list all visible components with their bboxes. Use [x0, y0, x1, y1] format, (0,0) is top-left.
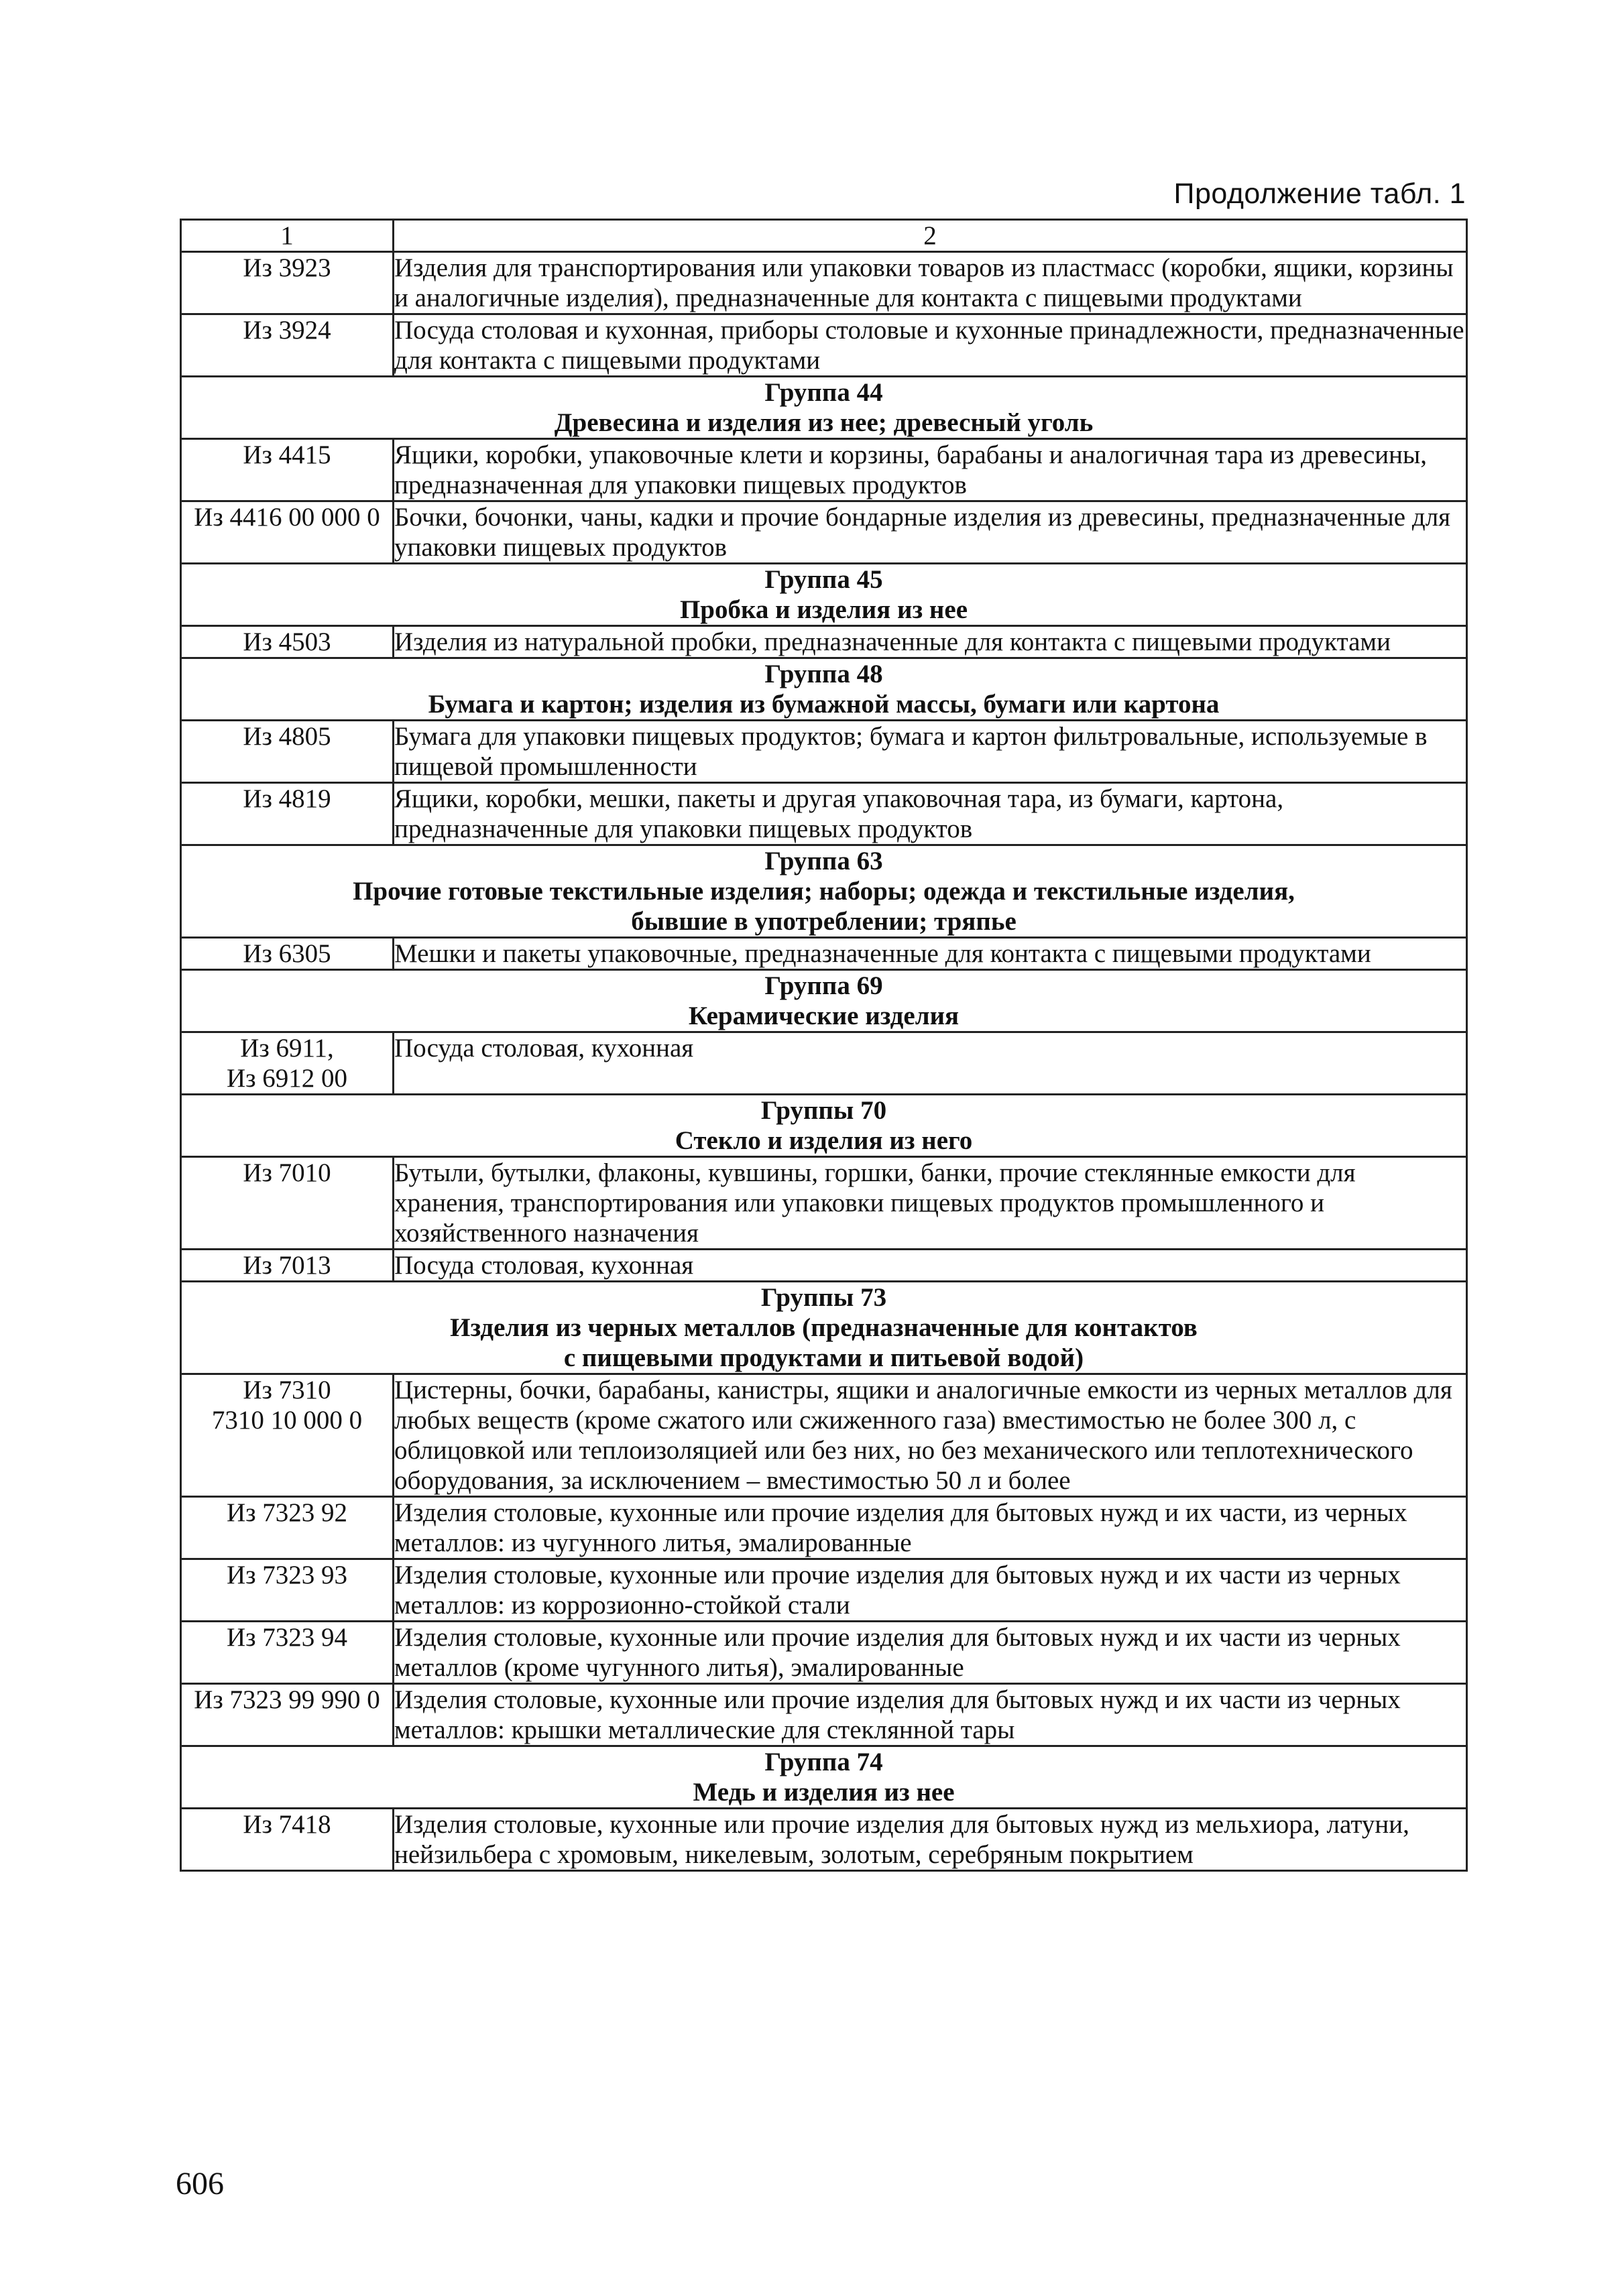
product-description-cell: Посуда столовая, кухонная [394, 1250, 1467, 1282]
table-row [181, 439, 1467, 501]
table-row [181, 721, 1467, 783]
table-row [181, 252, 1467, 314]
product-description-cell: Посуда столовая и кухонная, приборы столовые и кухонные принадлежности, предназначенные для контакта с пищевыми продуктами [394, 314, 1467, 377]
table-row [181, 1497, 1467, 1559]
group-header [181, 1282, 1467, 1374]
group-header [181, 1095, 1467, 1157]
product-code-cell: Из 4819 [181, 783, 394, 845]
group-header [181, 970, 1467, 1032]
product-code-cell: Из 7010 [181, 1157, 394, 1250]
product-code-cell: Из 6911, Из 6912 00 [181, 1032, 394, 1095]
group-number: Группа 48 [764, 660, 883, 688]
group-title: Бумага и картон; изделия из бумажной массы, бумаги или картона [428, 690, 1220, 719]
product-description-cell: Бутыли, бутылки, флаконы, кувшины, горшки, банки, прочие стеклянные емкости для хранения, транспортирования или упаковки пищевых продуктов промышленного и хозяйственного назначения [394, 1157, 1467, 1250]
group-header [181, 845, 1467, 938]
product-code-cell: Из 3924 [181, 314, 394, 377]
group-title: Керамические изделия [688, 1002, 960, 1030]
group-header [181, 564, 1467, 626]
product-description-cell: Изделия для транспортирования или упаковки товаров из пластмасс (коробки, ящики, корзины и аналогичные изделия), предназначенные для контакта с пищевыми продуктами [394, 252, 1467, 314]
group-title: Пробка и изделия из нее [679, 595, 968, 624]
product-code-cell: Из 7418 [181, 1809, 394, 1871]
product-code-cell: Из 7323 99 990 0 [181, 1684, 394, 1746]
product-description-cell: Изделия столовые, кухонные или прочие изделия для бытовых нужд и их части, из черных металлов: из чугунного литья, эмалированные [394, 1497, 1467, 1559]
group-header-row [181, 1095, 1467, 1157]
product-description-cell: Бумага для упаковки пищевых продуктов; бумага и картон фильтровальные, используемые в пищевой промышленности [394, 721, 1467, 783]
product-description-cell: Изделия из натуральной пробки, предназначенные для контакта с пищевыми продуктами [394, 626, 1467, 658]
column-number-1: 1 [181, 220, 394, 252]
group-number: Группа 74 [764, 1748, 883, 1776]
table-row [181, 938, 1467, 970]
group-title: Прочие готовые текстильные изделия; наборы; одежда и текстильные изделия, бывшие в употреблении; тряпье [353, 877, 1295, 936]
group-header-row [181, 564, 1467, 626]
table-row [181, 1684, 1467, 1746]
page-number: 606 [176, 2166, 224, 2201]
group-number: Группа 63 [764, 847, 883, 875]
product-code-cell: Из 7013 [181, 1250, 394, 1282]
table-row [181, 1157, 1467, 1250]
group-header-row [181, 845, 1467, 938]
group-number: Группы 73 [760, 1283, 887, 1312]
group-header-row [181, 970, 1467, 1032]
group-header [181, 1746, 1467, 1809]
product-code-cell: Из 7323 94 [181, 1622, 394, 1684]
product-description-cell: Цистерны, бочки, барабаны, канистры, ящики и аналогичные емкости из черных металлов для любых веществ (кроме сжатого или сжиженного газа) вместимостью не более 300 л, с облицовкой или теплоизоляцией или без них, но без механического или теплотехнического оборудования, за исключением – вместимостью 50 л и более [394, 1374, 1467, 1497]
product-description-cell: Ящики, коробки, упаковочные клети и корзины, барабаны и аналогичная тара из древесины, предназначенная для упаковки пищевых продуктов [394, 439, 1467, 501]
product-codes-table [180, 219, 1468, 1872]
product-description-cell: Посуда столовая, кухонная [394, 1032, 1467, 1095]
product-description-cell: Изделия столовые, кухонные или прочие изделия для бытовых нужд и их части из черных металлов: из коррозионно-стойкой стали [394, 1559, 1467, 1622]
table-row [181, 1809, 1467, 1871]
table-row [181, 314, 1467, 377]
table-body [181, 220, 1467, 1871]
group-header-row [181, 377, 1467, 439]
group-title: Изделия из черных металлов (предназначенные для контактов с пищевыми продуктами и питьевой водой) [450, 1313, 1198, 1372]
table-row [181, 1250, 1467, 1282]
table-row [181, 1622, 1467, 1684]
group-header [181, 377, 1467, 439]
table-row [181, 626, 1467, 658]
group-number: Группы 70 [760, 1096, 887, 1125]
product-description-cell: Ящики, коробки, мешки, пакеты и другая упаковочная тара, из бумаги, картона, предназначенные для упаковки пищевых продуктов [394, 783, 1467, 845]
product-code-cell: Из 4415 [181, 439, 394, 501]
product-description-cell: Мешки и пакеты упаковочные, предназначенные для контакта с пищевыми продуктами [394, 938, 1467, 970]
group-title: Древесина и изделия из нее; древесный уголь [554, 408, 1094, 437]
group-title: Медь и изделия из нее [693, 1778, 955, 1807]
table-row [181, 501, 1467, 564]
product-code-cell: Из 7323 93 [181, 1559, 394, 1622]
product-code-cell: Из 7310 7310 10 000 0 [181, 1374, 394, 1497]
group-header-row [181, 658, 1467, 721]
table-row [181, 1374, 1467, 1497]
group-header-row [181, 1746, 1467, 1809]
product-description-cell: Изделия столовые, кухонные или прочие изделия для бытовых нужд и их части из черных металлов: крышки металлические для стеклянной тары [394, 1684, 1467, 1746]
product-code-cell: Из 7323 92 [181, 1497, 394, 1559]
product-code-cell: Из 4416 00 000 0 [181, 501, 394, 564]
group-title: Стекло и изделия из него [675, 1126, 973, 1155]
group-number: Группа 44 [764, 378, 883, 407]
column-number-row [181, 220, 1467, 252]
product-code-cell: Из 3923 [181, 252, 394, 314]
group-number: Группа 45 [764, 565, 883, 594]
table-row [181, 783, 1467, 845]
product-description-cell: Изделия столовые, кухонные или прочие изделия для бытовых нужд из мельхиора, латуни, нейзильбера с хромовым, никелевым, золотым, серебряным покрытием [394, 1809, 1467, 1871]
group-number: Группа 69 [764, 971, 883, 1000]
column-number-2: 2 [394, 220, 1467, 252]
product-description-cell: Бочки, бочонки, чаны, кадки и прочие бондарные изделия из древесины, предназначенные для упаковки пищевых продуктов [394, 501, 1467, 564]
table-row [181, 1559, 1467, 1622]
table-continuation-label: Продолжение табл. 1 [1173, 178, 1466, 210]
group-header [181, 658, 1467, 721]
table-row [181, 1032, 1467, 1095]
group-header-row [181, 1282, 1467, 1374]
product-description-cell: Изделия столовые, кухонные или прочие изделия для бытовых нужд и их части из черных металлов (кроме чугунного литья), эмалированные [394, 1622, 1467, 1684]
product-code-cell: Из 4805 [181, 721, 394, 783]
product-code-cell: Из 4503 [181, 626, 394, 658]
product-code-cell: Из 6305 [181, 938, 394, 970]
